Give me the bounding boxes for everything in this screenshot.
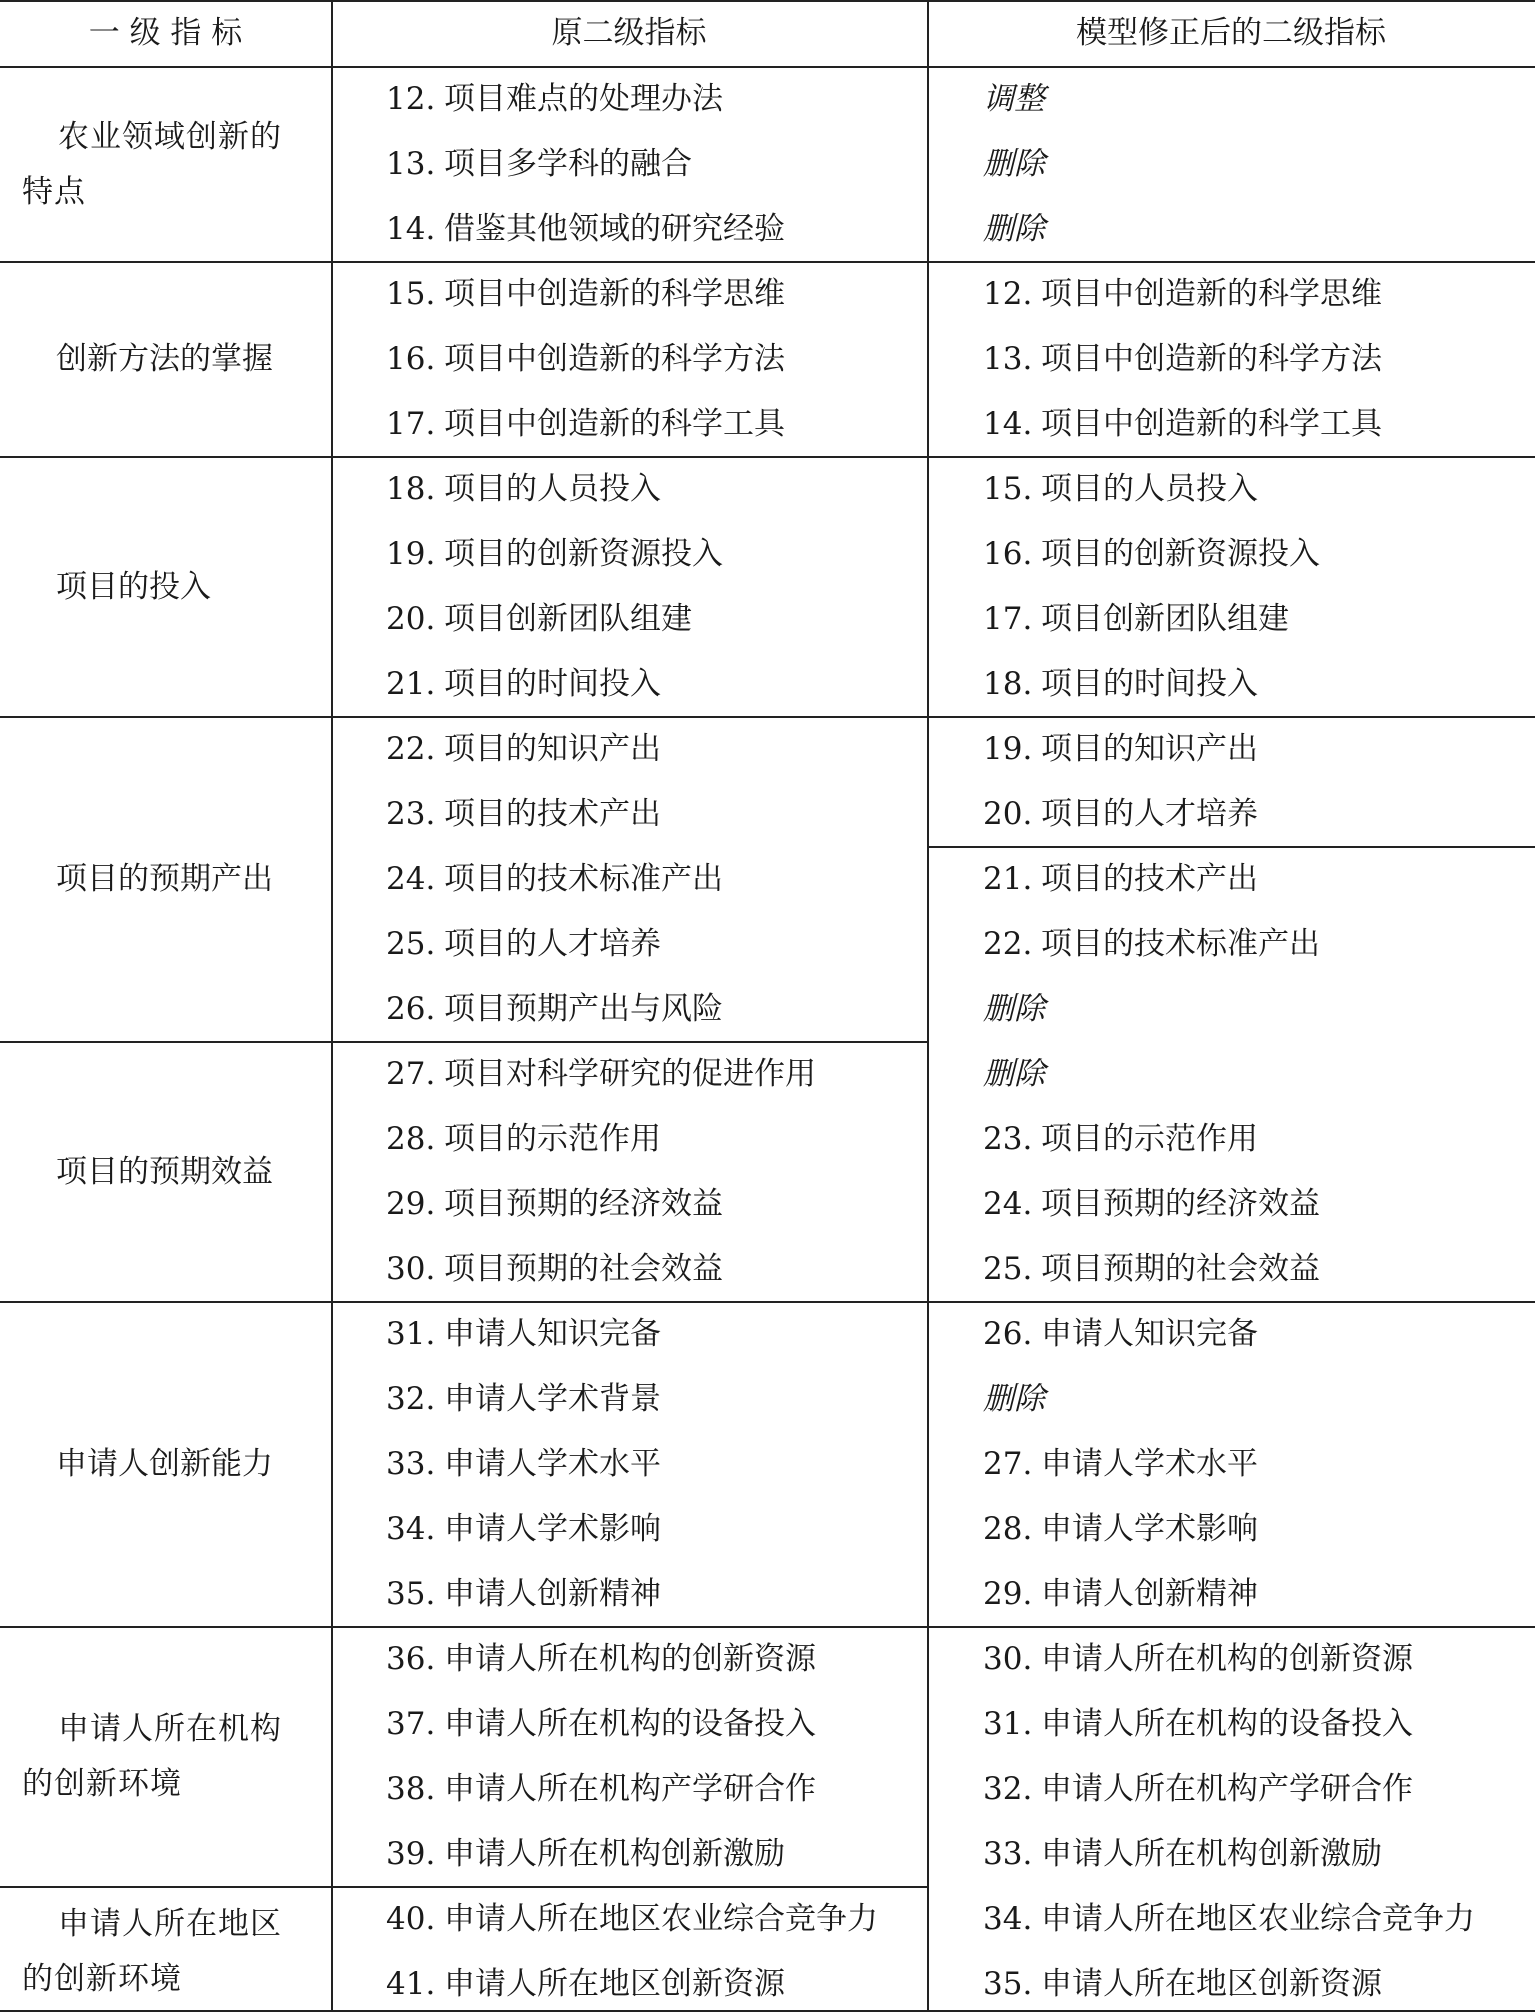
revised-indicator	[983, 794, 1258, 834]
item-text: 申请人所在机构产学研合作	[1041, 1771, 1413, 1807]
original-indicator	[386, 1899, 878, 1939]
original-indicator	[386, 1964, 785, 2004]
item-text: 项目的知识产出	[1041, 731, 1258, 767]
item-text: 申请人学术水平	[444, 1446, 661, 1482]
level1-indicator-line: 申请人创新能力	[56, 1446, 273, 1482]
level1-indicator	[22, 1437, 322, 1492]
item-number: 39.	[386, 1836, 436, 1872]
level1-indicator-line: 申请人所在机构	[58, 1711, 282, 1747]
original-indicator	[386, 1119, 661, 1159]
level1-indicator-line: 创新方法的掌握	[56, 341, 273, 377]
original-indicator	[386, 339, 785, 379]
revised-group-rule	[927, 846, 1535, 848]
item-number: 13.	[386, 146, 436, 182]
item-number: 26.	[983, 1316, 1033, 1352]
revised-group-rule	[927, 261, 1535, 263]
revised-indicator	[983, 1769, 1413, 1809]
original-indicator	[386, 664, 661, 704]
header-cell: 一 级 指 标	[88, 15, 243, 51]
revised-indicator	[983, 1639, 1413, 1679]
item-text: 项目的技术标准产出	[1041, 926, 1320, 962]
item-text: 项目创新团队组建	[1041, 601, 1289, 637]
original-indicator	[386, 1444, 661, 1484]
item-text: 申请人所在地区农业综合竞争力	[444, 1901, 878, 1937]
revised-indicator	[983, 599, 1289, 639]
revised-indicator	[983, 729, 1258, 769]
revised-indicator	[983, 1379, 1045, 1419]
item-number: 22.	[386, 731, 436, 767]
group-rule	[0, 456, 927, 458]
original-indicator	[386, 274, 785, 314]
item-text: 项目中创造新的科学工具	[444, 406, 785, 442]
revised-group-rule	[927, 456, 1535, 458]
group-rule	[0, 261, 927, 263]
item-text: 借鉴其他领域的研究经验	[444, 211, 785, 247]
original-indicator	[386, 1054, 816, 1094]
item-text: 申请人知识完备	[1041, 1316, 1258, 1352]
item-text: 项目预期的经济效益	[444, 1186, 723, 1222]
item-number: 28.	[983, 1511, 1033, 1547]
item-number: 28.	[386, 1121, 436, 1157]
item-text: 删除	[983, 211, 1045, 247]
original-indicator	[386, 1639, 816, 1679]
revised-indicator	[983, 924, 1320, 964]
level1-indicator-line: 申请人所在地区	[58, 1906, 282, 1942]
item-text: 项目的技术标准产出	[444, 861, 723, 897]
level1-indicator-line: 的创新环境	[22, 1766, 182, 1802]
original-indicator	[386, 209, 785, 249]
item-text: 项目中创造新的科学思维	[444, 276, 785, 312]
item-text: 调整	[983, 81, 1045, 117]
item-text: 删除	[983, 991, 1045, 1027]
revised-indicator	[983, 534, 1320, 574]
group-rule	[0, 1041, 927, 1043]
original-indicator	[386, 144, 692, 184]
item-number: 14.	[983, 406, 1033, 442]
item-text: 项目预期产出与风险	[444, 991, 723, 1027]
item-text: 项目的时间投入	[444, 666, 661, 702]
original-indicator	[386, 599, 692, 639]
revised-indicator	[983, 144, 1045, 184]
item-text: 申请人知识完备	[444, 1316, 661, 1352]
header-rule	[0, 66, 1535, 68]
revised-indicator	[983, 1509, 1258, 1549]
item-number: 22.	[983, 926, 1033, 962]
revised-indicator	[983, 79, 1045, 119]
item-text: 项目的创新资源投入	[1041, 536, 1320, 572]
item-text: 删除	[983, 1056, 1045, 1092]
item-number: 23.	[386, 796, 436, 832]
revised-indicator	[983, 404, 1382, 444]
level1-indicator-line: 项目的预期产出	[56, 861, 273, 897]
item-text: 申请人创新精神	[1041, 1576, 1258, 1612]
revised-indicator	[983, 274, 1382, 314]
item-text: 项目创新团队组建	[444, 601, 692, 637]
item-number: 37.	[386, 1706, 436, 1742]
item-number: 18.	[386, 471, 436, 507]
item-text: 申请人所在机构创新激励	[1041, 1836, 1382, 1872]
level1-indicator	[22, 110, 322, 220]
original-indicator	[386, 1249, 723, 1289]
item-text: 项目对科学研究的促进作用	[444, 1056, 816, 1092]
item-text: 项目中创造新的科学工具	[1041, 406, 1382, 442]
item-text: 申请人所在地区农业综合竞争力	[1041, 1901, 1475, 1937]
level1-indicator-line: 特点	[22, 173, 86, 210]
item-number: 40.	[386, 1901, 436, 1937]
header-cell: 模型修正后的二级指标	[1076, 15, 1386, 51]
group-rule	[0, 1626, 927, 1628]
item-number: 27.	[386, 1056, 436, 1092]
revised-indicator	[983, 1704, 1413, 1744]
item-text: 申请人所在地区创新资源	[1041, 1966, 1382, 2002]
revised-indicator	[983, 664, 1258, 704]
item-text: 申请人学术背景	[444, 1381, 661, 1417]
revised-indicator	[983, 1899, 1475, 1939]
item-number: 25.	[983, 1251, 1033, 1287]
item-number: 26.	[386, 991, 436, 1027]
item-text: 删除	[983, 146, 1045, 182]
item-text: 申请人所在地区创新资源	[444, 1966, 785, 2002]
revised-indicator	[983, 1964, 1382, 2004]
item-text: 申请人学术影响	[444, 1511, 661, 1547]
header-cell: 原二级指标	[551, 15, 707, 51]
original-indicator	[386, 469, 661, 509]
item-text: 项目的示范作用	[444, 1121, 661, 1157]
item-text: 项目的知识产出	[444, 731, 661, 767]
item-number: 12.	[983, 276, 1033, 312]
level1-indicator-line: 的创新环境	[22, 1961, 182, 1997]
item-number: 21.	[983, 861, 1033, 897]
item-number: 23.	[983, 1121, 1033, 1157]
item-text: 项目的人员投入	[1041, 471, 1258, 507]
original-indicator	[386, 989, 723, 1029]
item-number: 35.	[386, 1576, 436, 1612]
item-text: 项目预期的社会效益	[444, 1251, 723, 1287]
original-indicator	[386, 1834, 785, 1874]
revised-indicator	[983, 1054, 1045, 1094]
item-number: 24.	[386, 861, 436, 897]
item-number: 15.	[983, 471, 1033, 507]
item-number: 24.	[983, 1186, 1033, 1222]
item-text: 项目难点的处理办法	[444, 81, 723, 117]
revised-indicator	[983, 1249, 1320, 1289]
item-number: 35.	[983, 1966, 1033, 2002]
item-number: 31.	[983, 1706, 1033, 1742]
item-number: 19.	[386, 536, 436, 572]
item-number: 41.	[386, 1966, 436, 2002]
group-rule	[0, 1301, 927, 1303]
item-number: 16.	[386, 341, 436, 377]
item-number: 16.	[983, 536, 1033, 572]
item-number: 33.	[386, 1446, 436, 1482]
item-number: 31.	[386, 1316, 436, 1352]
item-number: 30.	[386, 1251, 436, 1287]
original-indicator	[386, 859, 723, 899]
revised-indicator	[983, 1184, 1320, 1224]
original-indicator	[386, 924, 661, 964]
revised-indicator	[983, 469, 1258, 509]
item-number: 20.	[386, 601, 436, 637]
item-number: 34.	[983, 1901, 1033, 1937]
item-text: 申请人所在机构产学研合作	[444, 1771, 816, 1807]
item-number: 18.	[983, 666, 1033, 702]
item-number: 13.	[983, 341, 1033, 377]
item-text: 项目的人才培养	[1041, 796, 1258, 832]
item-text: 申请人所在机构创新激励	[444, 1836, 785, 1872]
item-text: 项目的创新资源投入	[444, 536, 723, 572]
item-text: 项目中创造新的科学思维	[1041, 276, 1382, 312]
original-indicator	[386, 1509, 661, 1549]
item-number: 14.	[386, 211, 436, 247]
level1-indicator	[22, 852, 322, 907]
item-text: 项目中创造新的科学方法	[1041, 341, 1382, 377]
original-indicator	[386, 79, 723, 119]
column-divider-1	[331, 0, 333, 2012]
item-number: 32.	[983, 1771, 1033, 1807]
item-number: 33.	[983, 1836, 1033, 1872]
item-number: 32.	[386, 1381, 436, 1417]
item-text: 申请人所在机构的设备投入	[444, 1706, 816, 1742]
level1-indicator-line: 项目的投入	[56, 568, 211, 605]
table-top-rule	[0, 0, 1535, 2]
item-text: 项目的时间投入	[1041, 666, 1258, 702]
original-indicator	[386, 1704, 816, 1744]
revised-indicator	[983, 989, 1045, 1029]
level1-indicator-line: 项目的预期效益	[56, 1153, 273, 1190]
item-number: 17.	[386, 406, 436, 442]
original-indicator	[386, 1314, 661, 1354]
revised-indicator	[983, 1119, 1258, 1159]
item-number: 38.	[386, 1771, 436, 1807]
revised-indicator	[983, 209, 1045, 249]
revised-group-rule	[927, 716, 1535, 718]
item-text: 项目的人员投入	[444, 471, 661, 507]
revised-group-rule	[927, 1301, 1535, 1303]
item-text: 申请人创新精神	[444, 1576, 661, 1612]
level1-indicator	[22, 1897, 322, 2007]
item-text: 删除	[983, 1381, 1045, 1417]
level1-indicator	[22, 1702, 322, 1812]
item-text: 申请人学术水平	[1041, 1446, 1258, 1482]
item-text: 项目多学科的融合	[444, 146, 692, 182]
level1-indicator-line: 农业领域创新的	[58, 118, 282, 155]
item-number: 30.	[983, 1641, 1033, 1677]
item-number: 36.	[386, 1641, 436, 1677]
item-number: 25.	[386, 926, 436, 962]
group-rule	[0, 716, 927, 718]
item-text: 申请人所在机构的创新资源	[444, 1641, 816, 1677]
item-number: 12.	[386, 81, 436, 117]
item-number: 19.	[983, 731, 1033, 767]
level1-indicator	[22, 332, 322, 387]
group-rule	[0, 1886, 927, 1888]
original-indicator	[386, 404, 785, 444]
revised-indicator	[983, 1574, 1258, 1614]
original-indicator	[386, 1769, 816, 1809]
revised-indicator	[983, 339, 1382, 379]
original-indicator	[386, 1184, 723, 1224]
revised-indicator	[983, 1834, 1382, 1874]
item-number: 34.	[386, 1511, 436, 1547]
item-number: 29.	[983, 1576, 1033, 1612]
original-indicator	[386, 794, 661, 834]
revised-indicator	[983, 859, 1258, 899]
item-number: 20.	[983, 796, 1033, 832]
item-text: 项目的示范作用	[1041, 1121, 1258, 1157]
column-divider-2	[927, 0, 929, 2012]
item-number: 21.	[386, 666, 436, 702]
level1-indicator	[22, 560, 322, 615]
item-number: 17.	[983, 601, 1033, 637]
revised-group-rule	[927, 1626, 1535, 1628]
item-text: 申请人所在机构的设备投入	[1041, 1706, 1413, 1742]
revised-indicator	[983, 1444, 1258, 1484]
item-text: 申请人所在机构的创新资源	[1041, 1641, 1413, 1677]
item-number: 15.	[386, 276, 436, 312]
original-indicator	[386, 729, 661, 769]
level1-indicator	[22, 1145, 322, 1200]
item-text: 项目中创造新的科学方法	[444, 341, 785, 377]
item-text: 项目的人才培养	[444, 926, 661, 962]
item-text: 项目预期的社会效益	[1041, 1251, 1320, 1287]
item-text: 项目的技术产出	[1041, 861, 1258, 897]
revised-indicator	[983, 1314, 1258, 1354]
item-text: 项目预期的经济效益	[1041, 1186, 1320, 1222]
original-indicator	[386, 1379, 661, 1419]
item-number: 27.	[983, 1446, 1033, 1482]
item-number: 29.	[386, 1186, 436, 1222]
original-indicator	[386, 1574, 661, 1614]
item-text: 项目的技术产出	[444, 796, 661, 832]
item-text: 申请人学术影响	[1041, 1511, 1258, 1547]
original-indicator	[386, 534, 723, 574]
